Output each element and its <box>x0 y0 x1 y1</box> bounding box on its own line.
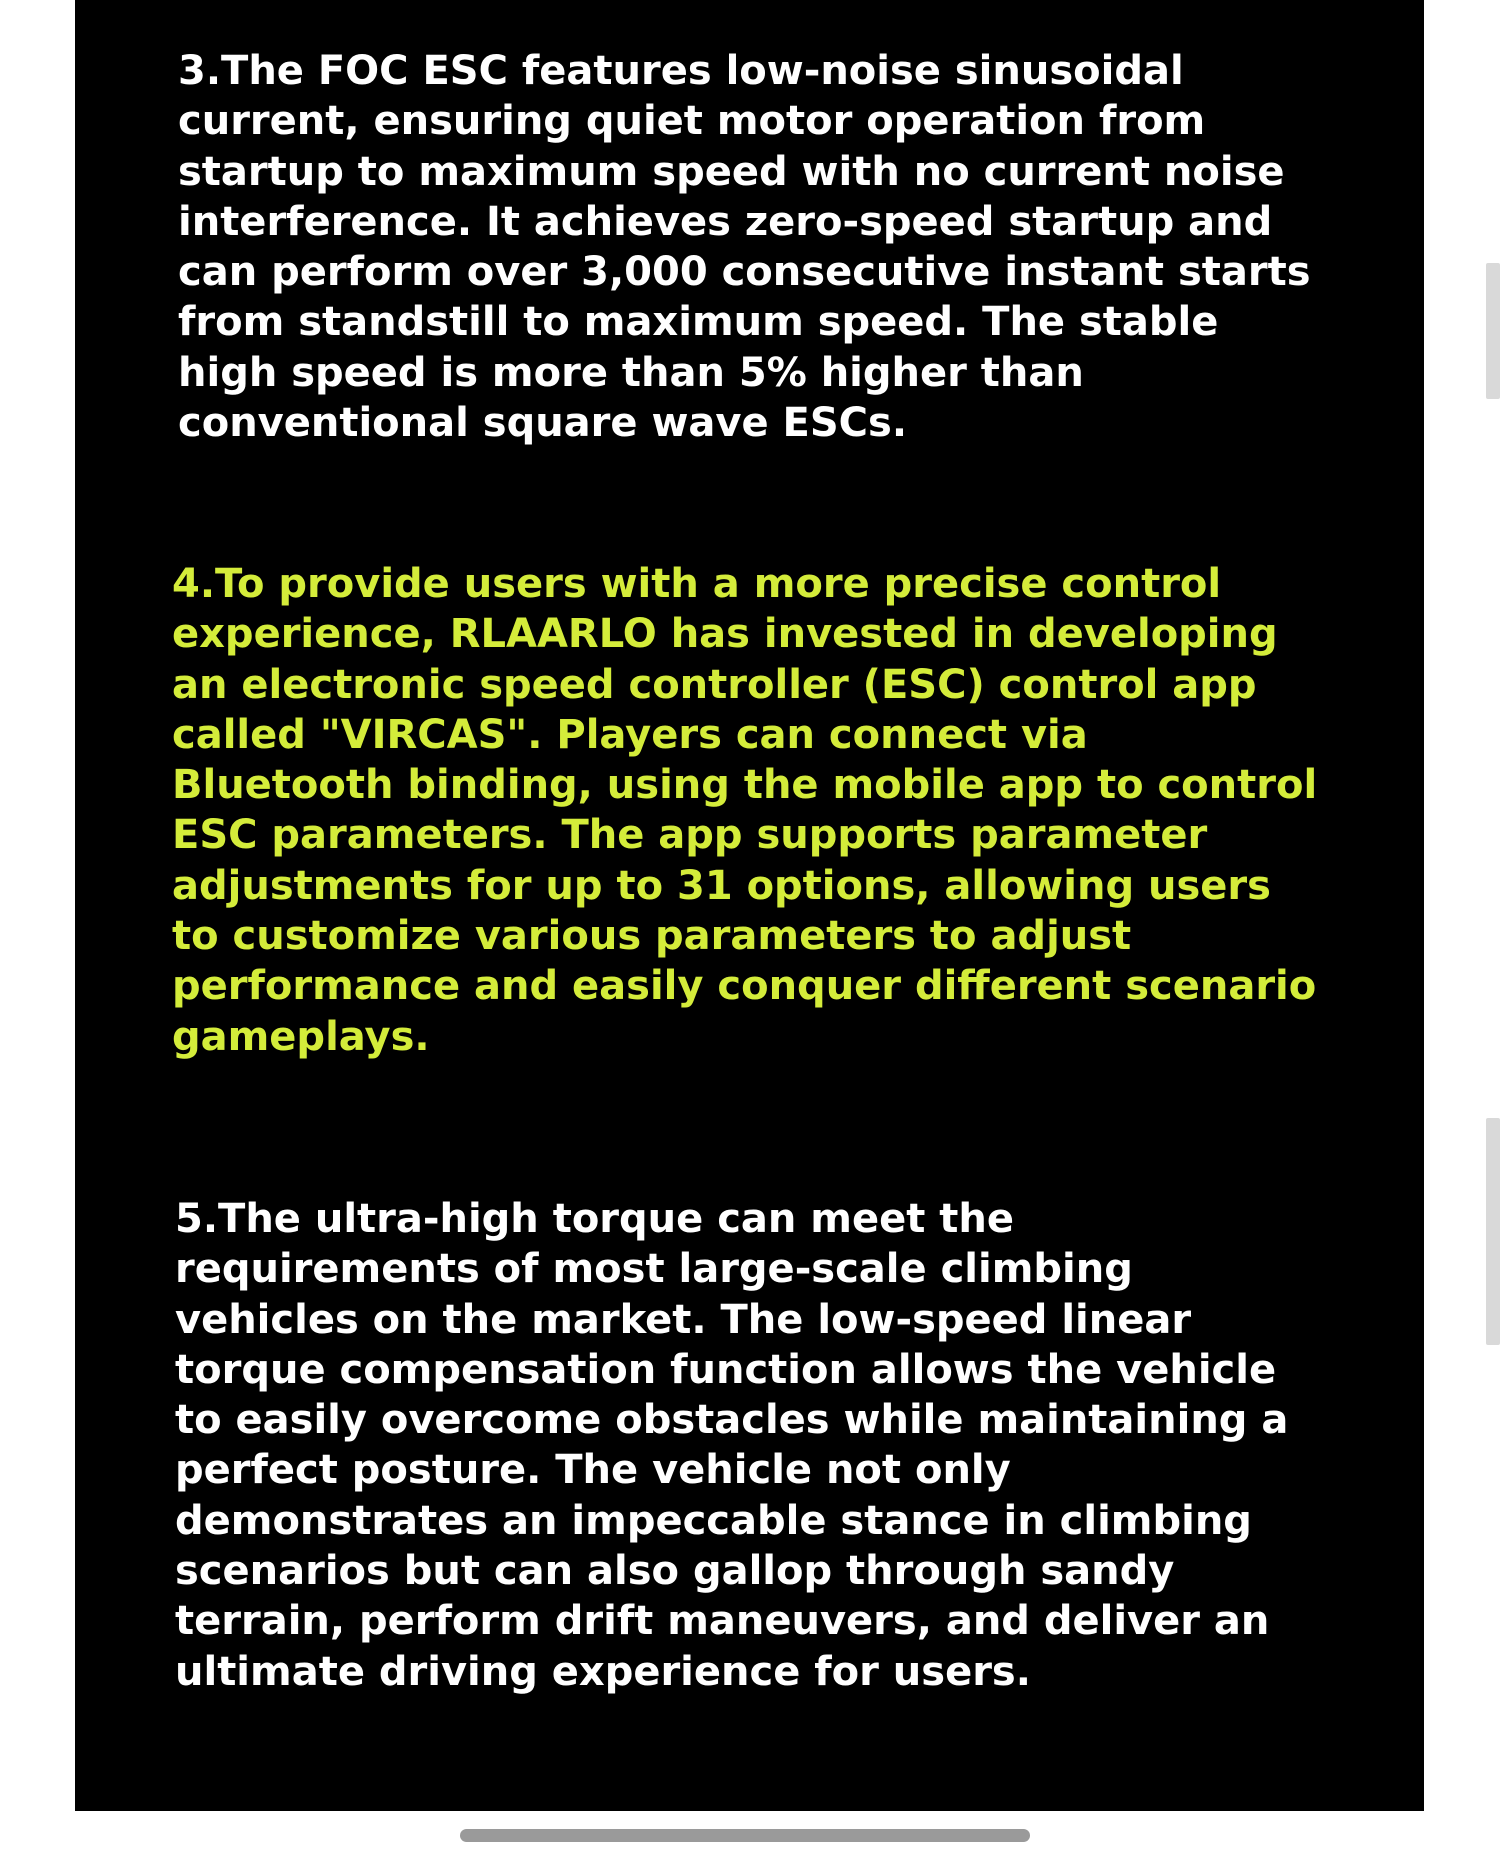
scroll-thumb-top[interactable] <box>1486 263 1500 399</box>
home-indicator[interactable] <box>460 1829 1030 1842</box>
content-panel <box>75 0 1424 1811</box>
paragraph-3: 3.The FOC ESC features low-noise sinusoidal current, ensuring quiet motor operation from startup to maximum speed with no current noise interference. It achieves zero-speed startup and can perform over 3,000 consecutive instant starts from standstill to maximum speed. The stable high speed is more than 5% higher than conventional square wave ESCs. <box>178 48 1311 447</box>
paragraph-4: 4.To provide users with a more precise control experience, RLAARLO has invested in developing an electronic speed controller (ESC) control app called "VIRCAS". Players can connect via Bluetooth binding, using the mobile app to control ESC parameters. The app supports parameter adjustments for up to 31 options, allowing users to customize various parameters to adjust performance and easily conquer different scenario gameplays. <box>172 561 1318 1060</box>
paragraph-5: 5.The ultra-high torque can meet the requirements of most large-scale climbing vehicles on the market. The low-speed linear torque compensation function allows the vehicle to easily overcome obstacles while maintaining a perfect posture. The vehicle not only demonstrates an impeccable stance in climbing scenarios but can also gallop through sandy terrain, perform drift maneuvers, and deliver an ultimate driving experience for users. <box>175 1196 1289 1695</box>
scroll-thumb-bottom[interactable] <box>1486 1118 1500 1345</box>
